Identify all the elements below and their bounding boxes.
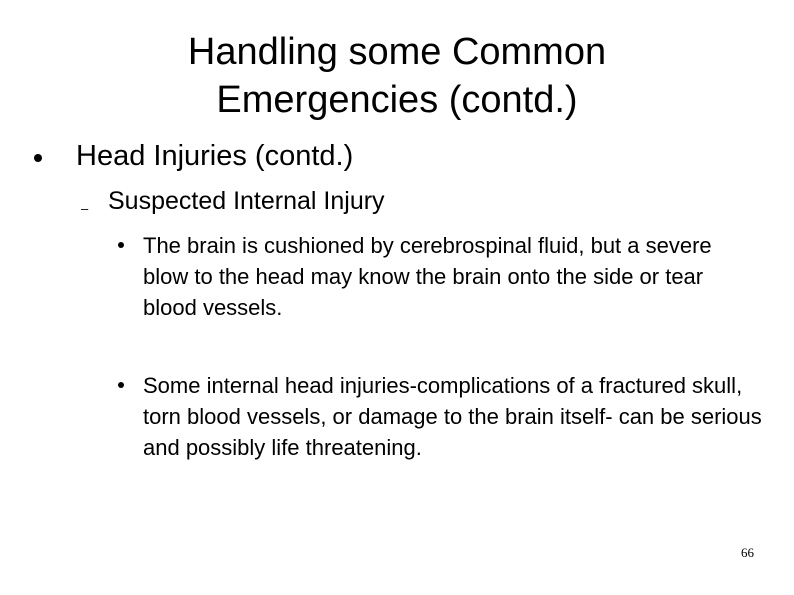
bullet-level1-text: Head Injuries (contd.): [76, 140, 354, 172]
slide-title: [0, 28, 794, 124]
filled-circle-icon: [118, 242, 124, 248]
bullet-level3-text: The brain is cushioned by cerebrospinal fluid, but a severe blow to the head may know the brain onto the side or tear blood vessels.: [143, 233, 712, 320]
filled-circle-icon: [118, 382, 124, 388]
bullet-level3-text: Some internal head injuries-complications of a fractured skull, torn blood vessels, or damage to the brain itself- can be serious and possibly life threatening.: [143, 373, 762, 460]
filled-circle-icon: [34, 154, 42, 162]
title-line-1: Handling some Common: [187, 31, 607, 73]
dash-icon: –: [81, 201, 89, 216]
title-line-2: Emergencies (contd.): [216, 79, 578, 121]
bullet-level2-text: Suspected Internal Injury: [108, 187, 385, 215]
page-number: 66: [741, 545, 754, 560]
